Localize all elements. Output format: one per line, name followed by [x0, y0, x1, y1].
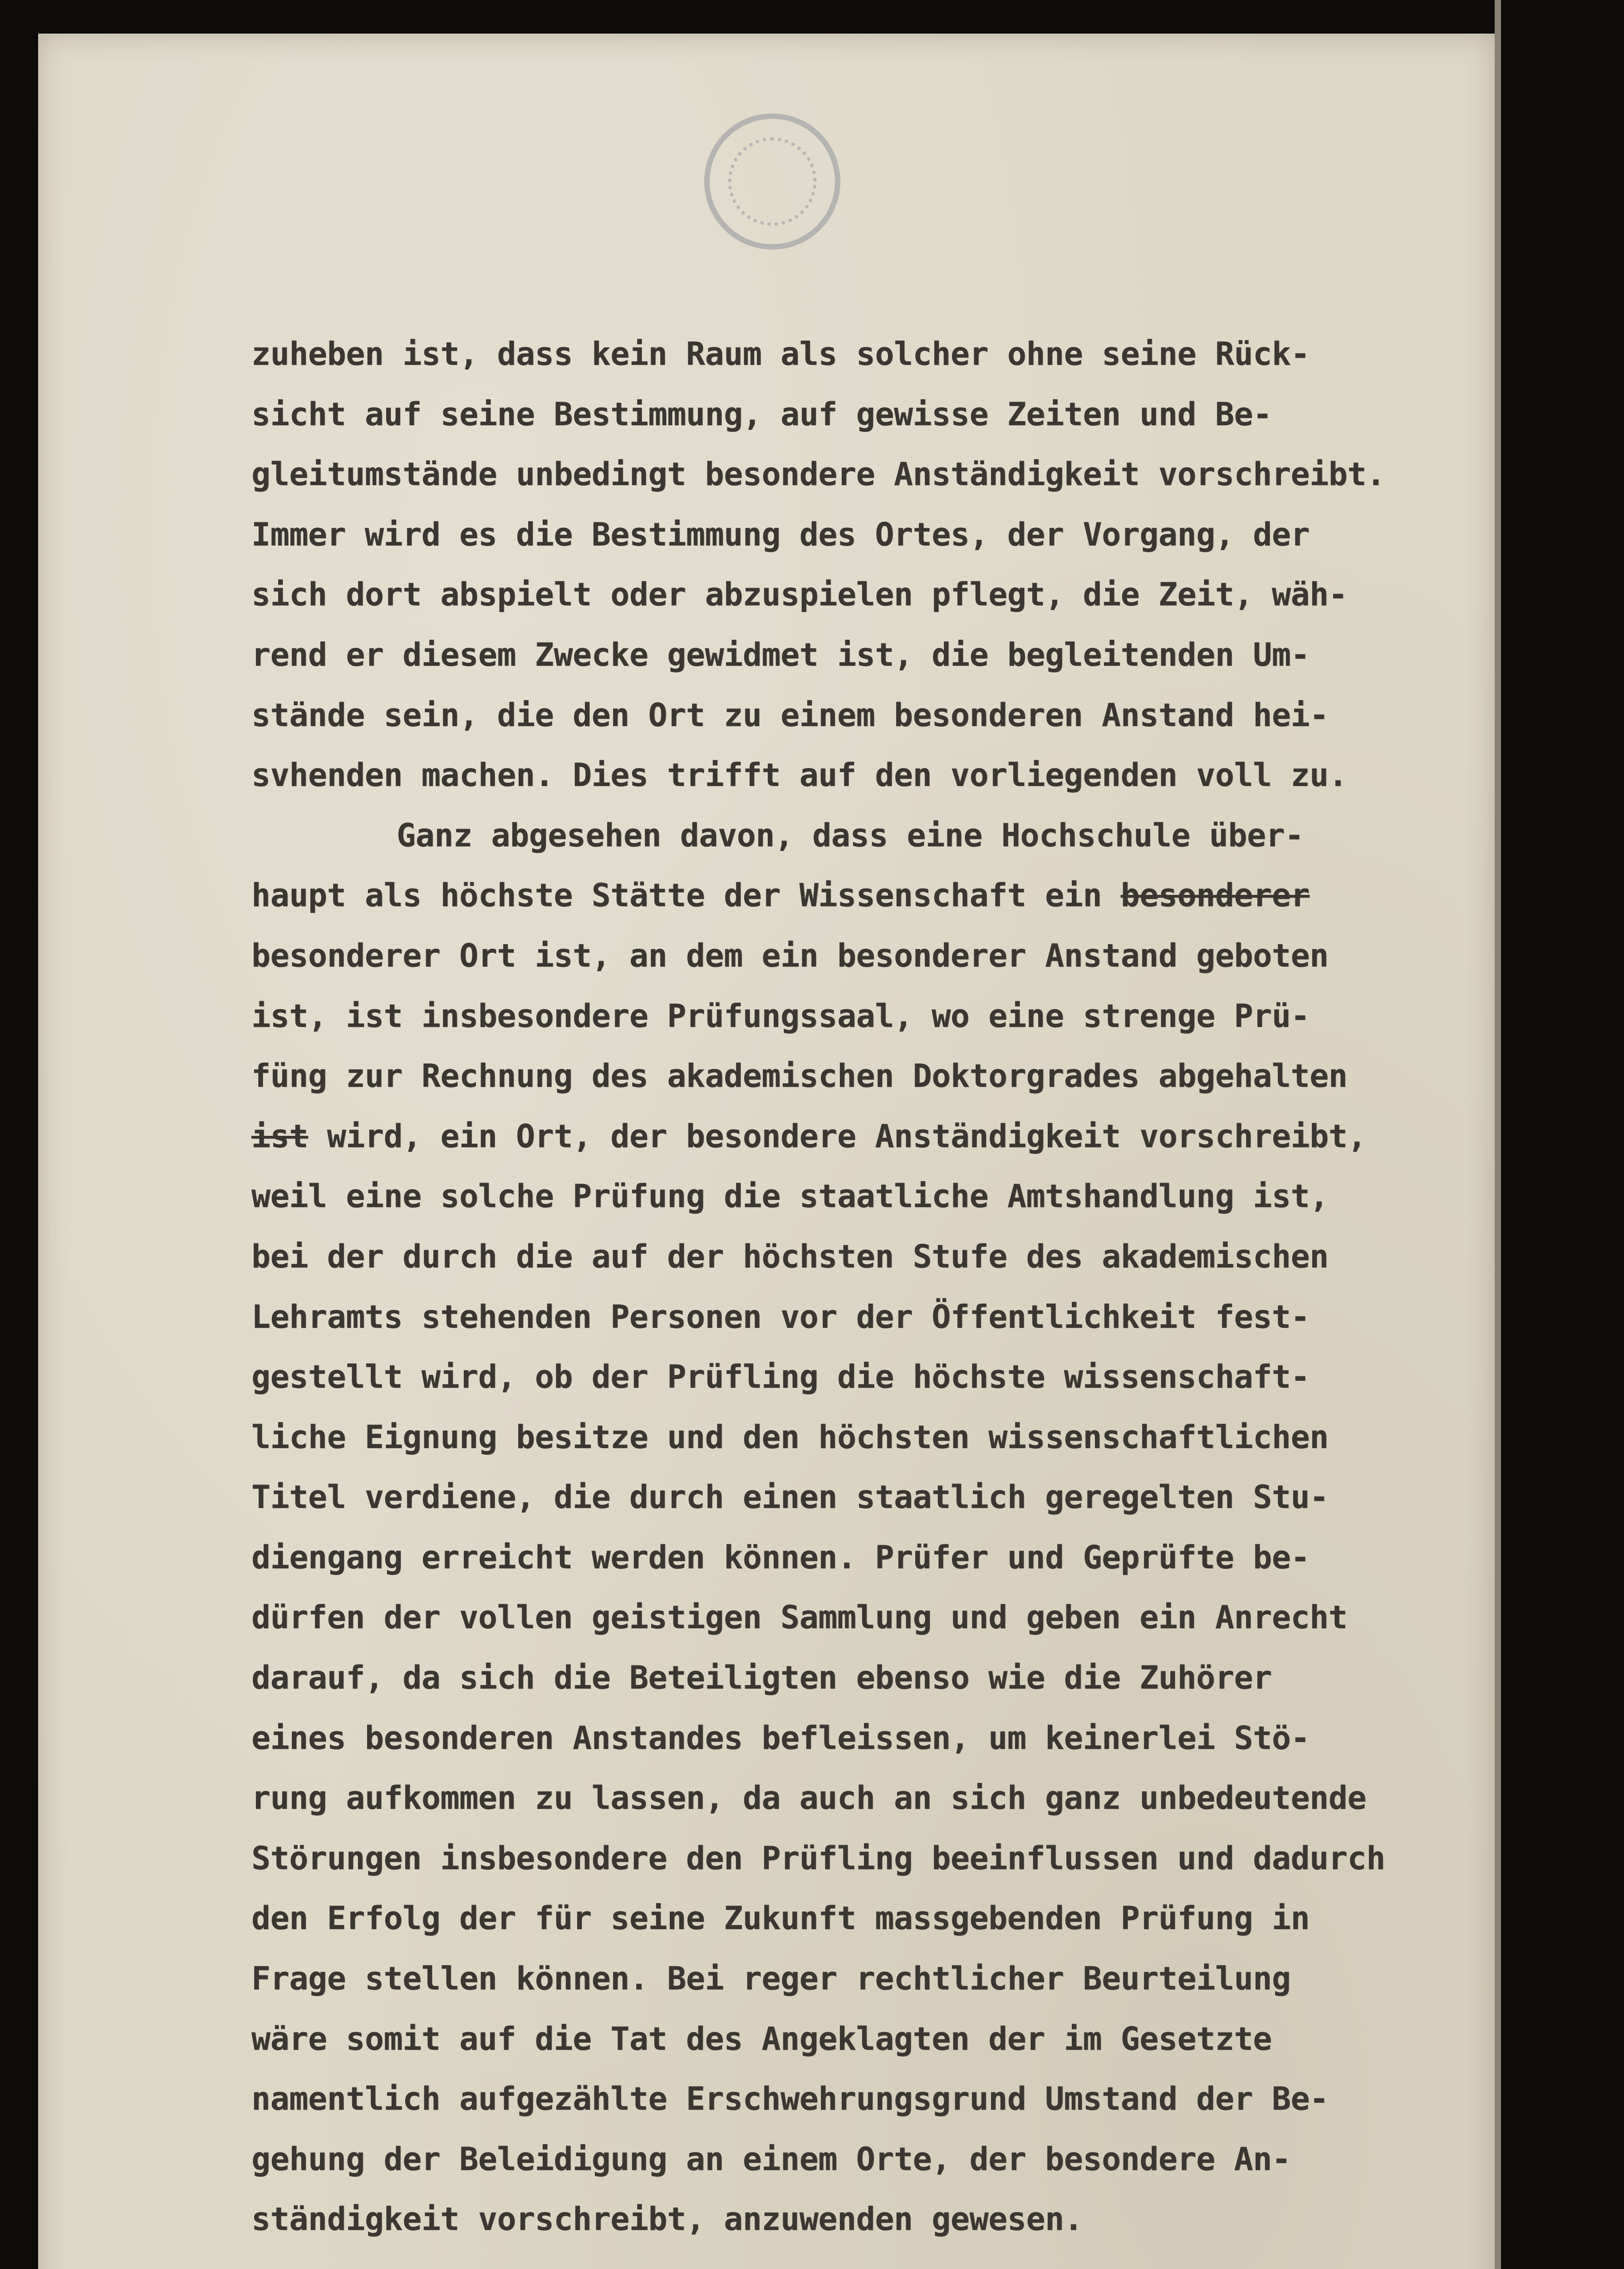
text-line: Frage stellen können. Bei reger rechtlicher Beurteilung [251, 1960, 1291, 1998]
text-line: Störungen insbesondere den Prüfling beeinflussen und dadurch [251, 1839, 1385, 1877]
text-line: bei der durch die auf der höchsten Stufe des akademischen [251, 1238, 1329, 1275]
text-line: wäre somit auf die Tat des Angeklagten der im Gesetzte [251, 2020, 1272, 2058]
struck-word: besonderer [1120, 877, 1310, 914]
text-line-with-deletion [251, 1106, 1513, 1167]
body-text [251, 324, 1513, 2249]
text-line: gleitumstände unbedingt besondere Anständigkeit vorschreibt. [251, 456, 1385, 493]
text-line: stände sein, die den Ort zu einem besonderen Anstand hei- [251, 696, 1329, 734]
archive-stamp-icon [704, 113, 840, 250]
text-line: liche Eignung besitze und den höchsten wissenschaftlichen [251, 1418, 1329, 1456]
text-line: diengang erreicht werden können. Prüfer und Geprüfte be- [251, 1538, 1310, 1576]
text-line: darauf, da sich die Beteiligten ebenso wie die Zuhörer [251, 1659, 1272, 1697]
text-line: sicht auf seine Bestimmung, auf gewisse Zeiten und Be- [251, 395, 1272, 433]
text-line: füng zur Rechnung des akademischen Doktorgrades abgehalten [251, 1057, 1348, 1095]
line-text: wird, ein Ort, der besondere Anständigkeit vorschreibt, [308, 1117, 1366, 1155]
text-line: eines besonderen Anstandes befleissen, um keinerlei Stö- [251, 1719, 1310, 1757]
text-line: dürfen der vollen geistigen Sammlung und geben ein Anrecht [251, 1599, 1348, 1636]
struck-word: ist [251, 1117, 308, 1155]
text-line-with-deletion [251, 865, 1513, 926]
text-line: rend er diesem Zwecke gewidmet ist, die begleitenden Um- [251, 636, 1310, 673]
paragraph-start-line: Ganz abgesehen davon, dass eine Hochschule über- [397, 816, 1304, 854]
text-line: den Erfolg der für seine Zukunft massgebenden Prüfung in [251, 1900, 1310, 1937]
text-line: gehung der Beleidigung an einem Orte, der besondere An- [251, 2140, 1291, 2178]
text-line: gestellt wird, ob der Prüfling die höchste wissenschaft- [251, 1358, 1310, 1396]
line-text: haupt als höchste Stätte der Wissenschaft ein [251, 877, 1121, 914]
text-line: Titel verdiene, die durch einen staatlich geregelten Stu- [251, 1478, 1329, 1516]
text-line: svhenden machen. Dies trifft auf den vorliegenden voll zu. [251, 756, 1348, 794]
typewritten-page [38, 34, 1495, 2269]
text-line: rung aufkommen zu lassen, da auch an sich ganz unbedeutende [251, 1779, 1366, 1817]
text-line: sich dort abspielt oder abzuspielen pflegt, die Zeit, wäh- [251, 576, 1348, 614]
text-line: besonderer Ort ist, an dem ein besonderer Anstand geboten [251, 937, 1329, 974]
text-line: ständigkeit vorschreibt, anzuwenden gewesen. [251, 2200, 1083, 2238]
text-line: ist, ist insbesondere Prüfungssaal, wo eine strenge Prü- [251, 997, 1310, 1035]
text-line: zuheben ist, dass kein Raum als solcher ohne seine Rück- [251, 335, 1310, 373]
text-line: weil eine solche Prüfung die staatliche Amtshandlung ist, [251, 1178, 1329, 1215]
text-line: Lehramts stehenden Personen vor der Öffentlichkeit fest- [251, 1298, 1310, 1336]
text-line: namentlich aufgezählte Erschwehrungsgrund Umstand der Be- [251, 2080, 1329, 2118]
text-line: Immer wird es die Bestimmung des Ortes, der Vorgang, der [251, 516, 1310, 553]
